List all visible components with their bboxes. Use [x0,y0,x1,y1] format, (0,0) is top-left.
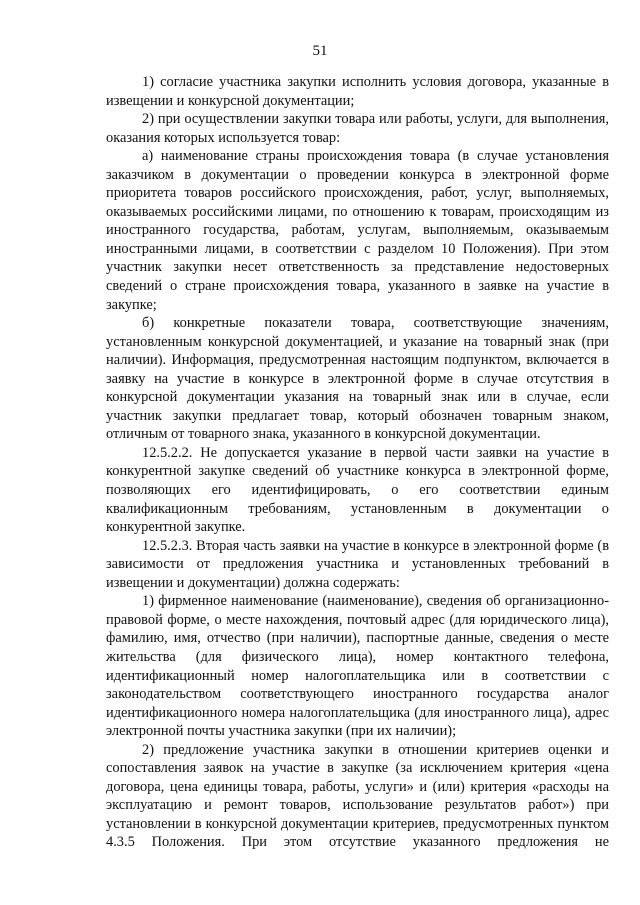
paragraph-second-part-item-1: 1) фирменное наименование (наименование), сведения об организационно-правовой форме, о месте нахождения, почтовый адрес (для юридического лица), фамилию, имя, отчество (при наличии), паспортные данные, сведения о месте жительства (для физического лица), номер контактного телефона, идентификационный номер налогоплательщика или в соответствии с законодательством соответствующего иностранного государства аналог идентификационного номера налогоплательщика (для иностранного лица), адрес электронной почты участника закупки (при их наличии); [106,593,609,740]
paragraph-12-5-2-3: 12.5.2.3. Вторая часть заявки на участие в конкурсе в электронной форме (в зависимости от предложения участника и установленных требований в извещении и документации) должна содержать: [106,537,609,591]
document-body [106,73,609,852]
paragraph-subitem-a-country-of-origin: а) наименование страны происхождения товара (в случае установления заказчиком в документации о проведении конкурса в электронной форме приоритета товаров российского происхождения, работ, услуг, выполняемых, оказываемых российскими лицами, по отношению к товарам, происходящим из иностранного государства, работам, услугам, выполняемым, оказываемым иностранными лицами, в соответствии с разделом 10 Положения). При этом участник закупки несет ответственность за представление недостоверных сведений о стране происхождения товара, указанного в заявке на участие в закупке; [106,148,609,313]
paragraph-item-2-goods: 2) при осуществлении закупки товара или работы, услуги, для выполнения, оказания которых используется товар: [106,111,609,146]
paragraph-second-part-item-2: 2) предложение участника закупки в отношении критериев оценки и сопоставления заявок на участие в закупке (за исключением критерия «цена договора, цена единицы товара, работы, услуги» и (или) критерия «расходы на эксплуатацию и ремонт товаров, использование результатов работ») при установлении в конкурсной документации критериев, предусмотренных пунктом 4.3.5 Положения. При этом отсутствие указанного предложения не [106,741,609,851]
page-number: 51 [312,43,328,59]
paragraph-subitem-b-product-specs: б) конкретные показатели товара, соответствующие значениям, установленным конкурсной документацией, и указание на товарный знак (при наличии). Информация, предусмотренная настоящим подпунктом, включается в заявку на участие в конкурсе в электронной форме в случае отсутствия в конкурсной документации указания на товарный знак или в случае, если участник закупки предлагает товар, который обозначен товарным знаком, отличным от товарного знака, указанного в конкурсной документации. [106,315,609,443]
paragraph-12-5-2-2: 12.5.2.2. Не допускается указание в первой части заявки на участие в конкурентной закупке сведений об участнике конкурса в электронной форме, позволяющих его идентифицировать, о его соответствии единым квалификационным требованиям, установленным в документации о конкурентной закупке. [106,444,609,536]
paragraph-item-1-consent: 1) согласие участника закупки исполнить условия договора, указанные в извещении и конкурсной документации; [106,74,609,109]
